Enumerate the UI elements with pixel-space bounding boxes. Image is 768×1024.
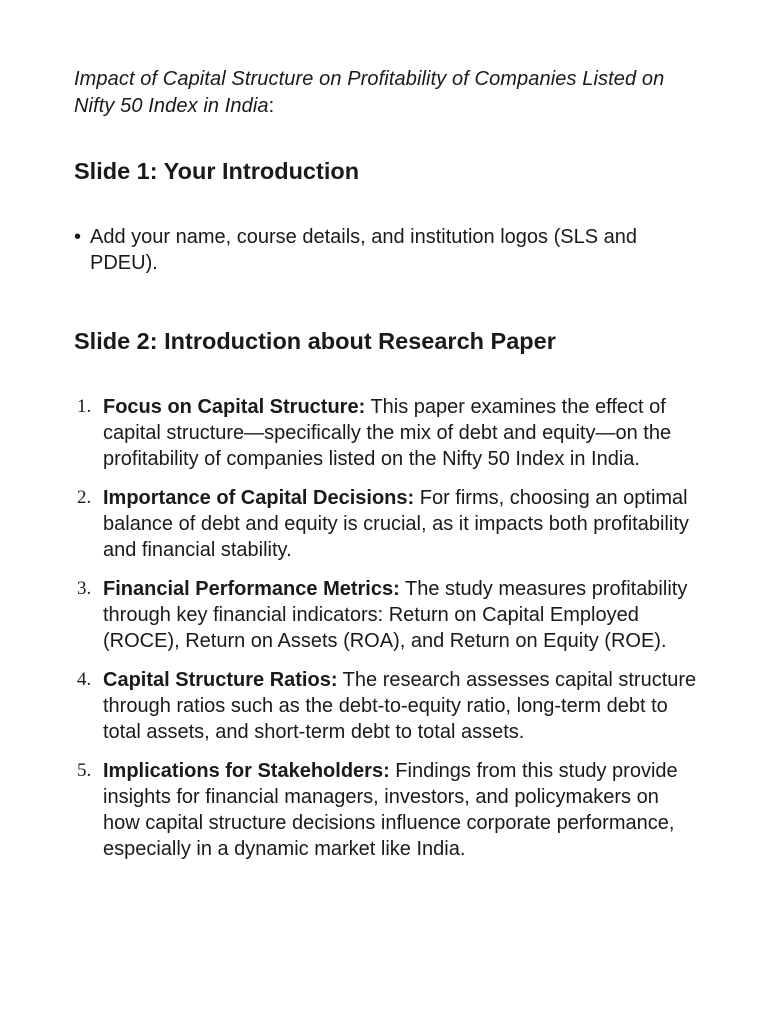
list-item <box>74 485 698 563</box>
slide2-heading: Slide 2: Introduction about Research Paper <box>74 328 556 354</box>
list-item <box>74 758 698 862</box>
list-item <box>74 394 698 472</box>
list-item-lead: Financial Performance Metrics: <box>103 578 400 600</box>
slide1-heading: Slide 1: Your Introduction <box>74 158 360 184</box>
document-title <box>74 66 698 120</box>
list-item-text: This paper examines the effect of capital structure—specifically the mix of debt and equity—on the profitability of companies listed on the Nifty 50 Index in India. <box>103 396 672 470</box>
bullet-icon: • <box>74 226 82 248</box>
list-item-lead: Implications for Stakeholders: <box>103 760 390 782</box>
slide1-bullet-item <box>74 224 698 276</box>
slide2-numbered-list <box>74 394 698 862</box>
list-item-lead: Focus on Capital Structure: <box>103 396 366 418</box>
list-number: 5. <box>77 760 92 781</box>
list-item-text: The research assesses capital structure through ratios such as the debt-to-equity ratio, long-term debt to total assets, and short-term debt to total assets. <box>103 669 697 743</box>
list-item <box>74 576 698 654</box>
slide1-bullet-list <box>74 224 698 276</box>
list-number: 3. <box>77 578 92 599</box>
list-number: 1. <box>77 396 92 417</box>
list-number: 2. <box>77 487 92 508</box>
list-item-text: For firms, choosing an optimal balance of debt and equity is crucial, as it impacts both profitability and financial stability. <box>103 487 689 561</box>
document-title-text: Impact of Capital Structure on Profitability of Companies Listed on Nifty 50 Index in India <box>74 68 665 117</box>
list-item-lead: Capital Structure Ratios: <box>103 669 338 691</box>
document-title-colon: : <box>268 95 275 117</box>
list-item-text: The study measures profitability through key financial indicators: Return on Capital Employed (ROCE), Return on Assets (ROA), and Return on Equity (ROE). <box>103 578 688 652</box>
list-item-text: Findings from this study provide insights for financial managers, investors, and policymakers on how capital structure decisions influence corporate performance, especially in a dynamic market like India. <box>103 760 678 860</box>
list-item-lead: Importance of Capital Decisions: <box>103 487 415 509</box>
bullet-text: Add your name, course details, and institution logos (SLS and PDEU). <box>90 226 637 274</box>
list-item <box>74 667 698 745</box>
list-number: 4. <box>77 669 92 690</box>
